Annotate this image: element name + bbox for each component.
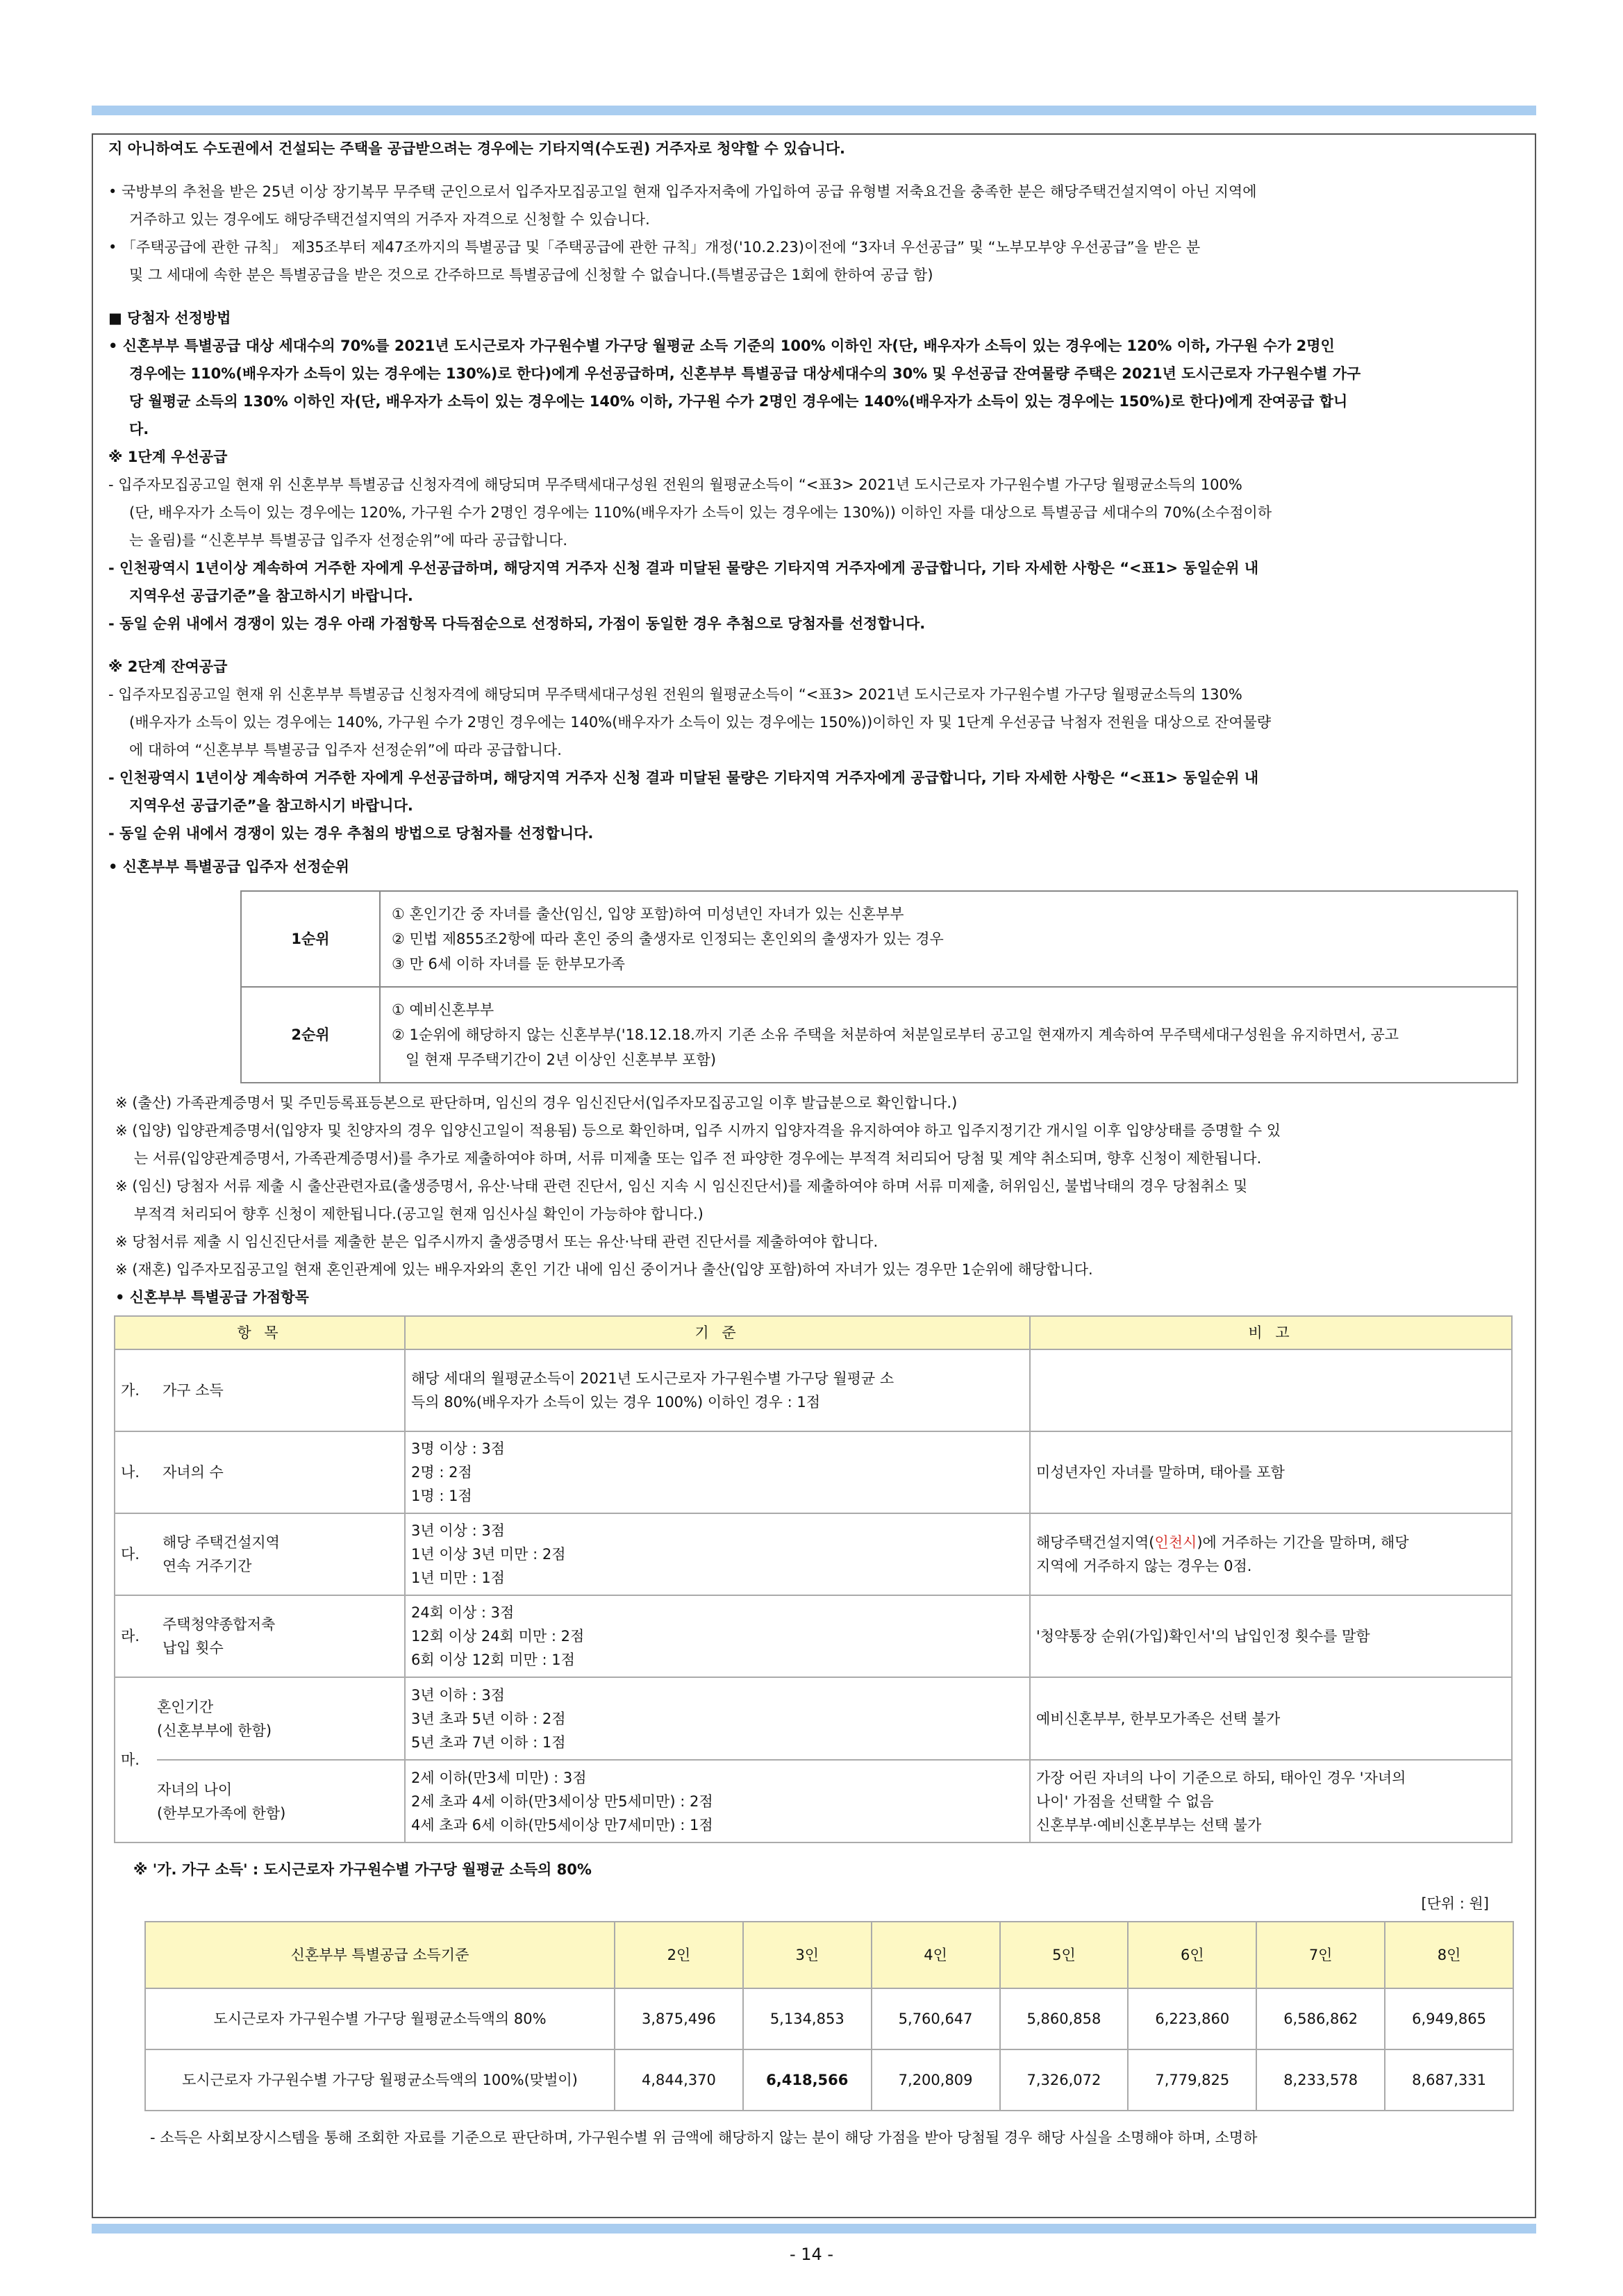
note-cell: [1030, 1349, 1512, 1431]
item-key: 라.: [121, 1628, 140, 1645]
note-text: 해당주택건설지역(: [1036, 1534, 1155, 1551]
criteria-cell: [405, 1595, 1030, 1677]
column-header: 2인: [615, 1922, 743, 1988]
table-header-row: [145, 1922, 1513, 1988]
item-cell: [115, 1595, 405, 1677]
note-cell: 예비신혼부부, 한부모가족은 선택 불가: [1030, 1677, 1512, 1760]
criteria-line: 1명 : 1점: [411, 1488, 472, 1504]
criteria-line: 3년 이상 : 3점: [411, 1522, 505, 1539]
criteria-line: 3년 초과 5년 이하 : 2점: [411, 1710, 566, 1727]
item-cell: [115, 1677, 405, 1842]
criteria-line: 6회 이상 12회 미만 : 1점: [411, 1652, 575, 1668]
criteria-line: 3명 이상 : 3점: [411, 1440, 505, 1457]
note-line: ※ (출산) 가족관계증명서 및 주민등록표등본으로 판단하며, 임신의 경우 임신진단서(입주자모집공고일 이후 발급분으로 확인합니다.): [115, 1095, 958, 1111]
column-header: 신혼부부 특별공급 소득기준: [145, 1922, 615, 1988]
text-line: (배우자가 소득이 있는 경우에는 140%, 가구원 수가 2명인 경우에는 140%(배우자가 소득이 있는 경우에는 150%))이하인 자 및 1단계 우선공급 낙첨자 전원을 대상으로 잔여물량: [129, 714, 1272, 731]
note-line: ※ (임신) 당첨자 서류 제출 시 출산관련자료(출생증명서, 유산·낙태 관련 진단서, 임신 지속 시 임신진단서)를 제출하여야 하며 서류 미제출, 허위임신, 불법낙태의 경우 당첨취소 및: [115, 1178, 1248, 1195]
criteria-line: 2명 : 2점: [411, 1464, 472, 1481]
section-heading: ■ 당첨자 선정방법: [108, 310, 231, 326]
column-header: 비 고: [1030, 1316, 1512, 1349]
column-header: 항 목: [115, 1316, 405, 1349]
table-row: [145, 1988, 1513, 2049]
table-cell: 6,586,862: [1256, 1988, 1385, 2049]
subheading: • 신혼부부 특별공급 가점항목: [115, 1289, 309, 1306]
table-cell: 도시근로자 가구원수별 가구당 월평균소득액의 80%: [145, 1988, 615, 2049]
column-header: 4인: [872, 1922, 1000, 1988]
criteria-line: 1년 이상 3년 미만 : 2점: [411, 1546, 566, 1563]
notes-block: [115, 1089, 1522, 1283]
table-cell: 6,949,865: [1385, 1988, 1513, 2049]
item-label: 가구 소득: [163, 1382, 224, 1399]
note-cell: '청약통장 순위(가입)확인서'의 납입인정 횟수를 말함: [1030, 1595, 1512, 1677]
rank-line: ① 예비신혼부부: [392, 1001, 494, 1018]
item-key: 나.: [121, 1464, 140, 1481]
table-cell: 6,418,566: [743, 2049, 872, 2111]
column-header: 7인: [1256, 1922, 1385, 1988]
table-row: [241, 987, 1517, 1083]
text-line: 는 올림)를 “신혼부부 특별공급 입주자 선정순위”에 따라 공급합니다.: [129, 532, 568, 549]
item-key: 다.: [121, 1546, 140, 1563]
unit-label: [단위 : 원]: [1421, 1895, 1489, 1912]
table-row: [115, 1595, 1512, 1677]
text-line: 지 아니하여도 수도권에서 건설되는 주택을 공급받으려는 경우에는 기타지역(수도권) 거주자로 청약할 수 있습니다.: [108, 140, 846, 157]
top-color-band: [92, 106, 1536, 115]
text-line: (단, 배우자가 소득이 있는 경우에는 120%, 가구원 수가 2명인 경우에는 110%(배우자가 소득이 있는 경우에는 130%)) 이하인 자를 대상으로 특별공급 세대수의 70%(소수점이하: [129, 504, 1272, 521]
item-label: 혼인기간 (신혼부부에 한함): [157, 1678, 404, 1761]
text-line: - 동일 순위 내에서 경쟁이 있는 경우 추첨의 방법으로 당첨자를 선정합니다.: [108, 825, 594, 842]
item-cell: [115, 1513, 405, 1595]
item-key: 가.: [121, 1382, 140, 1399]
table-cell: 6,223,860: [1128, 1988, 1256, 2049]
table-cell: 5,134,853: [743, 1988, 872, 2049]
text-line: - 인천광역시 1년이상 계속하여 거주한 자에게 우선공급하며, 해당지역 거주자 신청 결과 미달된 물량은 기타지역 거주자에게 공급합니다, 기타 자세한 사항은 “<표1> 동일순위 내: [108, 770, 1259, 786]
note-line: 신혼부부·예비신혼부부는 선택 불가: [1036, 1816, 1262, 1833]
note-line: ※ 당첨서류 제출 시 임신진단서를 제출한 분은 입주시까지 출생증명서 또는 유산·낙태 관련 진단서를 제출하여야 합니다.: [115, 1233, 879, 1250]
rank-table: [240, 890, 1518, 1083]
text-line: 당 월평균 소득의 130% 이하인 자(단, 배우자가 소득이 있는 경우에는 140% 이하, 가구원 수가 2명인 경우에는 140%(배우자가 소득이 있는 경우에는 150%)로 한다)에게 잔여공급 합니: [129, 393, 1348, 410]
rank-criteria: [380, 891, 1517, 987]
text-line: 다.: [129, 421, 149, 438]
column-header: 5인: [1000, 1922, 1129, 1988]
table-row: [115, 1677, 1512, 1760]
text-line: - 입주자모집공고일 현재 위 신혼부부 특별공급 신청자격에 해당되며 무주택세대구성원 전원의 월평균소득이 “<표3> 2021년 도시근로자 가구원수별 가구당 월평균소득의 100%: [108, 476, 1242, 493]
note-line: 부적격 처리되어 향후 신청이 제한됩니다.(공고일 현재 임신사실 확인이 가능하야 합니다.): [115, 1206, 704, 1222]
table-row: [145, 2049, 1513, 2111]
rank-label: 1순위: [241, 891, 380, 987]
text-line: • 「주택공급에 관한 규칙」 제35조부터 제47조까지의 특별공급 및「주택공급에 관한 규칙」개정('10.2.23)이전에 “3자녀 우선공급” 및 “노부모부양 우선공급”을 받은 분: [108, 239, 1201, 256]
table-cell: 도시근로자 가구원수별 가구당 월평균소득액의 100%(맞벌이): [145, 2049, 615, 2111]
criteria-line: 5년 초과 7년 이하 : 1점: [411, 1733, 566, 1751]
rank-criteria: [380, 987, 1517, 1083]
criteria-line: 득의 80%(배우자가 소득이 있는 경우 100%) 이하인 경우 : 1점: [411, 1394, 821, 1411]
score-table: [114, 1315, 1513, 1843]
text-line: 거주하고 있는 경우에도 해당주택건설지역의 거주자 자격으로 신청할 수 있습니다.: [129, 211, 650, 228]
column-header: 기 준: [405, 1316, 1030, 1349]
criteria-cell: [405, 1349, 1030, 1431]
criteria-cell: [405, 1760, 1030, 1842]
table-row: [241, 891, 1517, 987]
column-header: 3인: [743, 1922, 872, 1988]
criteria-line: 2세 이하(만3세 미만) : 3점: [411, 1769, 587, 1786]
text-line: 지역우선 공급기준”을 참고하시기 바랍니다.: [129, 797, 413, 814]
note-cell: 미성년자인 자녀를 말하며, 태아를 포함: [1030, 1431, 1512, 1513]
table-row: [115, 1349, 1512, 1431]
text-line: - 입주자모집공고일 현재 위 신혼부부 특별공급 신청자격에 해당되며 무주택세대구성원 전원의 월평균소득이 “<표3> 2021년 도시근로자 가구원수별 가구당 월평균소득의 130%: [108, 686, 1242, 703]
note-cell: [1030, 1760, 1512, 1842]
column-header: 6인: [1128, 1922, 1256, 1988]
page-number: - 14 -: [789, 2245, 834, 2264]
note-line: ※ (입양) 입양관계증명서(입양자 및 친양자의 경우 입양신고일이 적용됨) 등으로 확인하며, 입주 시까지 입양자격을 유지하여야 하고 입주지정기간 개시일 이후 입양상태를 증명할 수 있: [115, 1122, 1281, 1139]
table-cell: 7,326,072: [1000, 2049, 1129, 2111]
text-line: - 인천광역시 1년이상 계속하여 거주한 자에게 우선공급하며, 해당지역 거주자 신청 결과 미달된 물량은 기타지역 거주자에게 공급합니다, 기타 자세한 사항은 “<표1> 동일순위 내: [108, 560, 1259, 576]
criteria-line: 12회 이상 24회 미만 : 2점: [411, 1628, 585, 1645]
item-cell: [115, 1349, 405, 1431]
criteria-line: 4세 초과 6세 이하(만5세이상 만7세미만) : 1점: [411, 1816, 713, 1833]
income-table: [144, 1921, 1514, 2111]
rank-line: 일 현재 무주택기간이 2년 이상인 신혼부부 포함): [392, 1051, 717, 1068]
table-cell: 7,200,809: [872, 2049, 1000, 2111]
item-label: 해당 주택건설지역 연속 거주기간: [163, 1534, 280, 1574]
criteria-cell: [405, 1513, 1030, 1595]
text-line: 경우에는 110%(배우자가 소득이 있는 경우에는 130%)로 한다)에게 우선공급하며, 신혼부부 특별공급 대상세대수의 30% 및 우선공급 잔여물량 주택은 2021년 도시근로자 가구원수별 가구: [129, 365, 1361, 382]
table-header-row: [115, 1316, 1512, 1349]
table-cell: 5,760,647: [872, 1988, 1000, 2049]
rank-label: 2순위: [241, 987, 380, 1083]
criteria-line: 3년 이하 : 3점: [411, 1686, 505, 1704]
note-text: 지역에 거주하지 않는 경우는 0점.: [1036, 1558, 1252, 1574]
text-line: 지역우선 공급기준”을 참고하시기 바랍니다.: [129, 588, 413, 604]
table-row: [115, 1431, 1512, 1513]
criteria-line: 24회 이상 : 3점: [411, 1604, 515, 1621]
document-content: [108, 135, 1522, 2152]
text-line: - 동일 순위 내에서 경쟁이 있는 경우 아래 가점항목 다득점순으로 선정하되, 가점이 동일한 경우 추첨으로 당첨자를 선정합니다.: [108, 615, 926, 632]
item-label: 자녀의 나이 (한부모가족에 한함): [157, 1781, 286, 1822]
document-frame: [92, 133, 1536, 2218]
table-cell: 7,779,825: [1128, 2049, 1256, 2111]
text-line: • 국방부의 추천을 받은 25년 이상 장기복무 무주택 군인으로서 입주자모집공고일 현재 입주자저축에 가입하여 공급 유형별 저축요건을 충족한 분은 해당주택건설지역이 아닌 지역에: [108, 183, 1257, 200]
rank-line: ③ 만 6세 이하 자녀를 둔 한부모가족: [392, 956, 625, 972]
text-line: • 신혼부부 특별공급 대상 세대수의 70%를 2021년 도시근로자 가구원수별 가구당 월평균 소득 기준의 100% 이하인 자(단, 배우자가 소득이 있는 경우에는 120% 이하, 가구원 수가 2명인: [108, 338, 1335, 354]
column-header: 8인: [1385, 1922, 1513, 1988]
item-label: 자녀의 수: [163, 1464, 224, 1481]
rank-line: ② 민법 제855조2항에 따라 혼인 중의 출생자로 인정되는 혼인외의 출생자가 있는 경우: [392, 931, 944, 947]
subheading: • 신혼부부 특별공급 입주자 선정순위: [108, 858, 349, 875]
note-line: 가장 어린 자녀의 나이 기준으로 하되, 태아인 경우 '자녀의: [1036, 1769, 1406, 1786]
subheading: ※ 2단계 잔여공급: [108, 658, 228, 675]
item-label: 주택청약종합저축 납입 횟수: [163, 1616, 276, 1656]
note-line: 는 서류(입양관계증명서, 가족관계증명서)를 추가로 제출하여야 하며, 서류 미제출 또는 입주 전 파양한 경우에는 부적격 처리되어 당첨 및 계약 취소되며, 향후 신청이 제한됩니다.: [115, 1150, 1262, 1167]
table-row: [115, 1513, 1512, 1595]
rank-line: ② 1순위에 해당하지 않는 신혼부부('18.12.18.까지 기존 소유 주택을 처분하여 처분일로부터 공고일 현재까지 계속하여 무주택세대구성원을 유지하면서, 공고: [392, 1026, 1399, 1043]
item-key: 마.: [121, 1752, 140, 1768]
note-text: )에 거주하는 기간을 말하며, 해당: [1197, 1534, 1409, 1551]
table-cell: 5,860,858: [1000, 1988, 1129, 2049]
subheading: ※ 1단계 우선공급: [108, 449, 228, 465]
table-cell: 8,687,331: [1385, 2049, 1513, 2111]
criteria-cell: [405, 1431, 1030, 1513]
criteria-line: 해당 세대의 월평균소득이 2021년 도시근로자 가구원수별 가구당 월평균 소: [411, 1370, 894, 1387]
rank-line: ① 혼인기간 중 자녀를 출산(임신, 입양 포함)하여 미성년인 자녀가 있는 신혼부부: [392, 906, 904, 922]
criteria-line: 2세 초과 4세 이하(만3세이상 만5세미만) : 2점: [411, 1792, 713, 1810]
table-cell: 4,844,370: [615, 2049, 743, 2111]
criteria-line: 1년 미만 : 1점: [411, 1570, 505, 1586]
note-cell: [1030, 1513, 1512, 1595]
bottom-color-band: [92, 2224, 1536, 2233]
text-line: 에 대하여 “신혼부부 특별공급 입주자 선정순위”에 따라 공급합니다.: [129, 742, 562, 758]
table-cell: 3,875,496: [615, 1988, 743, 2049]
item-cell: [115, 1431, 405, 1513]
note-line: 나이' 가점을 선택할 수 없음: [1036, 1792, 1214, 1810]
note-highlight: 인천시: [1154, 1534, 1197, 1551]
table-cell: 8,233,578: [1256, 2049, 1385, 2111]
subheading: ※ '가. 가구 소득' : 도시근로자 가구원수별 가구당 월평균 소득의 80%: [133, 1861, 592, 1878]
text-line: - 소득은 사회보장시스템을 통해 조회한 자료를 기준으로 판단하며, 가구원수별 위 금액에 해당하지 않는 분이 해당 가점을 받아 당첨될 경우 해당 사실을 소명해야 하며, 소명하: [150, 2129, 1258, 2146]
criteria-cell: [405, 1677, 1030, 1760]
note-line: ※ (재혼) 입주자모집공고일 현재 혼인관계에 있는 배우자와의 혼인 기간 내에 임신 중이거나 출산(입양 포함)하여 자녀가 있는 경우만 1순위에 해당합니다.: [115, 1261, 1093, 1278]
text-line: 및 그 세대에 속한 분은 특별공급을 받은 것으로 간주하므로 특별공급에 신청할 수 없습니다.(특별공급은 1회에 한하여 공급 함): [129, 267, 933, 283]
